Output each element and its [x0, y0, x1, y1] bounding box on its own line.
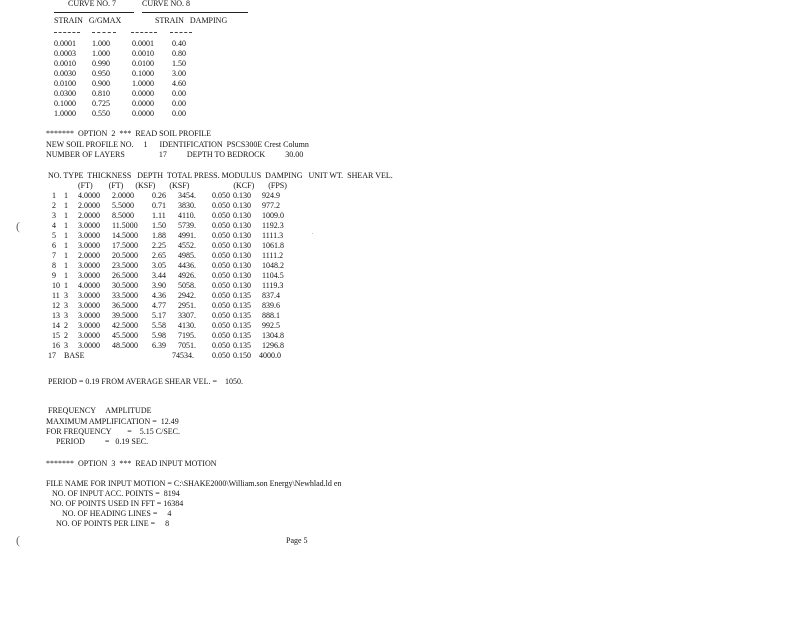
curve-cell: 0.0010 [54, 59, 76, 68]
curve-7-title: CURVE NO. 7 [68, 0, 117, 8]
hole-punch-mark-top: ( [16, 219, 20, 233]
layer-cell: 3830. [178, 201, 196, 210]
layer-cell: 23.5000 [112, 261, 138, 270]
layer-cell: 1 [64, 191, 68, 200]
layer-cell: 2.0000 [112, 191, 134, 200]
layer-cell: 3454. [178, 191, 196, 200]
layer-cell: 1 [64, 281, 68, 290]
layer-cell: 3.0000 [78, 311, 100, 320]
layer-cell: 7051. [178, 341, 196, 350]
curve-cell: 0.00 [172, 99, 186, 108]
curve-cell: 0.00 [172, 89, 186, 98]
curve-cell: 0.550 [92, 109, 110, 118]
layer-cell: 7 [52, 251, 56, 260]
layer-cell: 4985. [178, 251, 196, 260]
layer-cell: 36.5000 [112, 301, 138, 310]
layer-cell: 1 [64, 251, 68, 260]
layer-cell: 0.135 [233, 291, 251, 300]
layer-cell: 1.88 [152, 231, 166, 240]
fft-points: NO. OF POINTS USED IN FFT = 16384 [50, 499, 184, 508]
layer-cell: 0.135 [233, 341, 251, 350]
curve-header-dash-3 [131, 32, 157, 33]
layer-cell: 1104.5 [262, 271, 284, 280]
layer-table-header: NO. TYPE THICKNESS DEPTH TOTAL PRESS. MODULUS DAMPING UNIT WT. SHEAR VEL. [48, 171, 393, 180]
layer-cell: 0.050 [212, 201, 230, 210]
curve-8-title: CURVE NO. 8 [142, 0, 191, 8]
layer-cell: 3.05 [152, 261, 166, 270]
max-amplification: MAXIMUM AMPLIFICATION = 12.49 [46, 417, 179, 426]
curve-cell: 1.0000 [132, 79, 154, 88]
layer-cell: 4991. [178, 231, 196, 240]
layer-cell: 6 [52, 241, 56, 250]
curve-cell: 0.1000 [132, 69, 154, 78]
layer-cell: 0.130 [233, 281, 251, 290]
layer-cell: 1304.8 [262, 331, 284, 340]
layer-cell: 4.77 [152, 301, 166, 310]
layer-cell: 0.135 [233, 311, 251, 320]
hole-punch-mark-bottom: ( [16, 533, 20, 547]
curve-cell: 0.0030 [54, 69, 76, 78]
layer-cell: 0.130 [233, 241, 251, 250]
curve-cell: 0.00 [172, 109, 186, 118]
layer-cell: 5.98 [152, 331, 166, 340]
curve-cell: 0.0100 [54, 79, 76, 88]
base-layer-cell: 17 [48, 351, 56, 360]
page-number: Page 5 [286, 536, 308, 545]
curve-header-dash-2 [92, 32, 116, 33]
layer-cell: 977.2 [262, 201, 280, 210]
base-layer-cell: 74534. [172, 351, 194, 360]
curve-cell: 0.0100 [132, 59, 154, 68]
layer-cell: 10 [52, 281, 60, 290]
option3-heading: ******* OPTION 3 *** READ INPUT MOTION [46, 459, 217, 468]
option2-heading: ******* OPTION 2 *** READ SOIL PROFILE [46, 129, 212, 138]
curve-cell: 1.000 [92, 49, 110, 58]
layer-cell: 992.5 [262, 321, 280, 330]
layer-cell: 48.5000 [112, 341, 138, 350]
base-layer-cell: 0.150 [233, 351, 251, 360]
layer-cell: 0.050 [212, 311, 230, 320]
number-of-layers-line: NUMBER OF LAYERS 17 DEPTH TO BEDROCK 30.00 [46, 150, 304, 159]
layer-cell: 1296.8 [262, 341, 284, 350]
curve-cell: 0.990 [92, 59, 110, 68]
layer-cell: 13 [52, 311, 60, 320]
layer-cell: 0.130 [233, 231, 251, 240]
layer-cell: 12 [52, 301, 60, 310]
layer-cell: 0.130 [233, 211, 251, 220]
layer-cell: 1111.2 [262, 251, 284, 260]
layer-cell: 5 [52, 231, 56, 240]
layer-cell: 0.135 [233, 331, 251, 340]
layer-cell: 3.0000 [78, 221, 100, 230]
layer-cell: 2.0000 [78, 251, 100, 260]
layer-cell: 1 [64, 261, 68, 270]
layer-cell: 0.050 [212, 221, 230, 230]
layer-cell: 0.050 [212, 271, 230, 280]
layer-cell: 11 [52, 291, 60, 300]
layer-cell: 0.050 [212, 231, 230, 240]
curve-cell: 0.810 [92, 89, 110, 98]
curve-cell: 3.00 [172, 69, 186, 78]
layer-cell: 5.5000 [112, 201, 134, 210]
layer-cell: 3.44 [152, 271, 166, 280]
curve-cell: 0.0000 [132, 89, 154, 98]
curve-cell: 0.40 [172, 39, 186, 48]
layer-cell: 3.0000 [78, 241, 100, 250]
layer-cell: 3 [64, 311, 68, 320]
curve-8-header: STRAIN DAMPING [155, 16, 228, 25]
layer-cell: 4130. [178, 321, 196, 330]
frequency-header: FREQUENCY AMPLITUDE [48, 406, 152, 415]
layer-cell: 5.17 [152, 311, 166, 320]
curve-cell: 0.725 [92, 99, 110, 108]
curve-8-rule [142, 12, 248, 13]
heading-lines: NO. OF HEADING LINES = 4 [62, 509, 172, 518]
layer-cell: 15 [52, 331, 60, 340]
layer-cell: 1.50 [152, 221, 166, 230]
layer-cell: 14.5000 [112, 231, 138, 240]
soil-profile-line: NEW SOIL PROFILE NO. 1 IDENTIFICATION PSCS300E Crest Column [46, 140, 309, 149]
curve-7-header: STRAIN G/GMAX [54, 16, 122, 25]
layer-cell: 5.58 [152, 321, 166, 330]
layer-cell: 0.050 [212, 251, 230, 260]
layer-cell: 20.5000 [112, 251, 138, 260]
layer-cell: 0.130 [233, 201, 251, 210]
curve-cell: 1.0000 [54, 109, 76, 118]
layer-cell: 4.0000 [78, 191, 100, 200]
layer-cell: 3307. [178, 311, 196, 320]
curve-cell: 1.50 [172, 59, 186, 68]
period-sec: PERIOD = 0.19 SEC. [56, 437, 149, 446]
layer-cell: 45.5000 [112, 331, 138, 340]
curve-cell: 0.80 [172, 49, 186, 58]
layer-cell: 42.5000 [112, 321, 138, 330]
layer-cell: 3.0000 [78, 231, 100, 240]
layer-cell: 1 [52, 191, 56, 200]
layer-cell: 16 [52, 341, 60, 350]
layer-cell: 2951. [178, 301, 196, 310]
layer-cell: 0.130 [233, 221, 251, 230]
layer-cell: 7195. [178, 331, 196, 340]
layer-cell: 1192.3 [262, 221, 284, 230]
layer-cell: 0.050 [212, 241, 230, 250]
layer-cell: 4110. [178, 211, 196, 220]
scan-speck: . [312, 230, 314, 236]
layer-cell: 0.130 [233, 261, 251, 270]
layer-cell: 0.135 [233, 301, 251, 310]
layer-cell: 3.0000 [78, 341, 100, 350]
layer-cell: 2 [64, 331, 68, 340]
input-acc-points: NO. OF INPUT ACC. POINTS = 8194 [52, 489, 180, 498]
base-layer-cell: 4000.0 [259, 351, 281, 360]
layer-cell: 8 [52, 261, 56, 270]
layer-cell: 888.1 [262, 311, 280, 320]
layer-cell: 2 [64, 321, 68, 330]
layer-cell: 2942. [178, 291, 196, 300]
curve-cell: 0.0001 [132, 39, 154, 48]
layer-cell: 4.36 [152, 291, 166, 300]
layer-cell: 3.0000 [78, 261, 100, 270]
layer-cell: 5739. [178, 221, 196, 230]
curve-cell: 0.0000 [132, 99, 154, 108]
layer-cell: 3.0000 [78, 301, 100, 310]
layer-cell: 1119.3 [262, 281, 284, 290]
layer-cell: 3.0000 [78, 291, 100, 300]
layer-cell: 0.050 [212, 291, 230, 300]
layer-cell: 0.130 [233, 271, 251, 280]
curve-7-rule [54, 12, 134, 13]
layer-cell: 1 [64, 221, 68, 230]
layer-cell: 2.65 [152, 251, 166, 260]
layer-cell: 0.050 [212, 321, 230, 330]
layer-cell: 0.050 [212, 211, 230, 220]
layer-table-units: (FT) (FT) (KSF) (KSF) (KCF) (FPS) [78, 181, 287, 190]
layer-cell: 3.0000 [78, 321, 100, 330]
layer-cell: 4552. [178, 241, 196, 250]
layer-cell: 0.050 [212, 331, 230, 340]
layer-cell: 5058. [178, 281, 196, 290]
layer-cell: 3 [64, 301, 68, 310]
layer-cell: 4436. [178, 261, 196, 270]
layer-cell: 4926. [178, 271, 196, 280]
layer-cell: 0.135 [233, 321, 251, 330]
layer-cell: 1009.0 [262, 211, 284, 220]
layer-cell: 3.90 [152, 281, 166, 290]
layer-cell: 3 [64, 341, 68, 350]
layer-cell: 0.050 [212, 301, 230, 310]
curve-cell: 0.950 [92, 69, 110, 78]
layer-cell: 1 [64, 241, 68, 250]
layer-cell: 1048.2 [262, 261, 284, 270]
layer-cell: 3 [52, 211, 56, 220]
curve-cell: 0.0001 [54, 39, 76, 48]
curve-cell: 0.0000 [132, 109, 154, 118]
layer-cell: 33.5000 [112, 291, 138, 300]
layer-cell: 2 [52, 201, 56, 210]
layer-cell: 0.130 [233, 251, 251, 260]
curve-cell: 4.60 [172, 79, 186, 88]
layer-cell: 0.71 [152, 201, 166, 210]
curve-cell: 0.0003 [54, 49, 76, 58]
base-layer-cell: 0.050 [212, 351, 230, 360]
curve-cell: 1.000 [92, 39, 110, 48]
layer-cell: 1 [64, 211, 68, 220]
layer-cell: 4.0000 [78, 281, 100, 290]
layer-cell: 6.39 [152, 341, 166, 350]
curve-cell: 0.0300 [54, 89, 76, 98]
layer-cell: 2.25 [152, 241, 166, 250]
layer-cell: 0.26 [152, 191, 166, 200]
layer-cell: 3 [64, 291, 68, 300]
layer-cell: 8.5000 [112, 211, 134, 220]
layer-cell: 1 [64, 271, 68, 280]
base-layer-cell: BASE [64, 351, 85, 360]
layer-cell: 0.050 [212, 341, 230, 350]
curve-header-dash-4 [170, 32, 192, 33]
layer-cell: 0.050 [212, 191, 230, 200]
layer-cell: 30.5000 [112, 281, 138, 290]
layer-cell: 14 [52, 321, 60, 330]
curve-cell: 0.1000 [54, 99, 76, 108]
layer-cell: 1 [64, 201, 68, 210]
layer-cell: 4 [52, 221, 56, 230]
layer-cell: 837.4 [262, 291, 280, 300]
layer-cell: 26.5000 [112, 271, 138, 280]
input-file-name: FILE NAME FOR INPUT MOTION = C:\SHAKE2000\William.son Energy\Newhlad.ld en [46, 479, 342, 488]
layer-cell: 839.6 [262, 301, 280, 310]
layer-cell: 0.050 [212, 281, 230, 290]
layer-cell: 924.9 [262, 191, 280, 200]
curve-cell: 0.900 [92, 79, 110, 88]
layer-cell: 39.5000 [112, 311, 138, 320]
layer-cell: 17.5000 [112, 241, 138, 250]
curve-cell: 0.0010 [132, 49, 154, 58]
layer-cell: 1.11 [152, 211, 166, 220]
layer-cell: 11.5000 [112, 221, 138, 230]
curve-header-dash-1 [54, 32, 80, 33]
points-per-line: NO. OF POINTS PER LINE = 8 [56, 519, 170, 528]
layer-cell: 0.130 [233, 191, 251, 200]
layer-cell: 1061.8 [262, 241, 284, 250]
layer-cell: 3.0000 [78, 271, 100, 280]
layer-cell: 2.0000 [78, 211, 100, 220]
layer-cell: 1111.3 [262, 231, 284, 240]
layer-cell: 9 [52, 271, 56, 280]
layer-cell: 0.050 [212, 261, 230, 270]
layer-cell: 3.0000 [78, 331, 100, 340]
layer-cell: 2.0000 [78, 201, 100, 210]
period-line: PERIOD = 0.19 FROM AVERAGE SHEAR VEL. = 1050. [48, 377, 243, 386]
layer-cell: 1 [64, 231, 68, 240]
for-frequency: FOR FREQUENCY = 5.15 C/SEC. [46, 427, 181, 436]
